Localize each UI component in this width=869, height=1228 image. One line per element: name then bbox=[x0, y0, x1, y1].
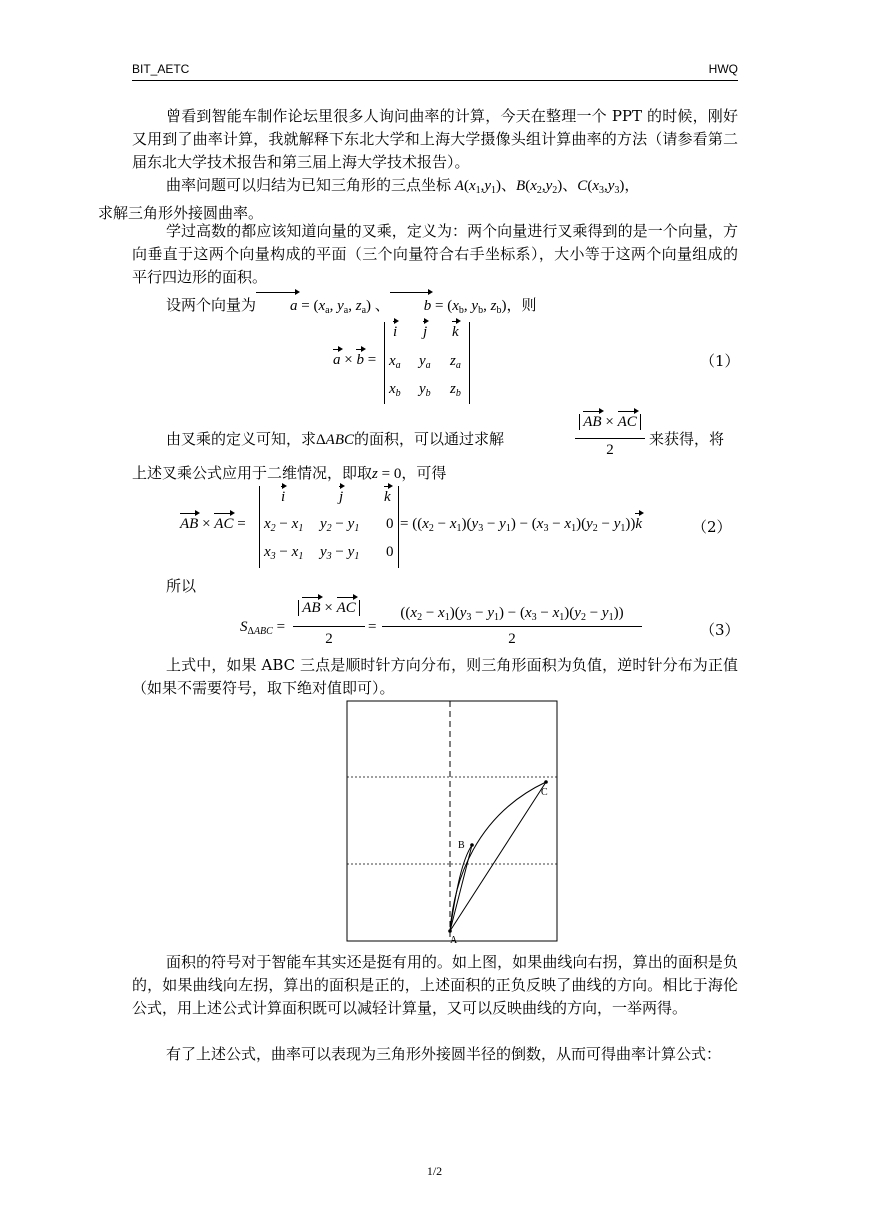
page-number: 1/2 bbox=[426, 1164, 443, 1178]
paragraph-area-text-4: 上述叉乘公式应用于二维情况，即取 bbox=[132, 464, 373, 482]
paragraph-problem-text: 曲率问题可以归结为已知三角形的三点坐标 bbox=[166, 176, 452, 194]
det1-yb: $y_b$ bbox=[419, 381, 431, 399]
area-fraction-numerator: AB × AC bbox=[575, 414, 645, 431]
det2-zero1: 0 bbox=[386, 516, 394, 532]
eq3-fraction1-denominator: 2 bbox=[325, 631, 333, 647]
eq3-equals: = bbox=[368, 619, 377, 635]
segment-ac bbox=[450, 782, 546, 931]
paragraph-problem-text-2: 求解三角形外接圆曲率。 bbox=[98, 204, 264, 222]
vectors-formula: $a = (x_a$, $y_a$, $z_a$) 、 $b = (x_b$, $y_b$, $z_b$) bbox=[256, 298, 506, 314]
equation-3-number: （3） bbox=[700, 621, 740, 639]
paragraph-vectors-then: ，则 bbox=[506, 296, 537, 314]
eq3-fraction2-numerator: $((x_2 - x_1)(y_3 - y_1) - (x_3 - x_1)(y_2 - y_1))$ bbox=[400, 605, 624, 623]
label-c: C bbox=[541, 787, 548, 798]
paragraph-problem bbox=[98, 174, 738, 225]
equation-2-rhs: = $((x_2 - x_1)(y_3 - y_1) - (x_3 - x_1)(y_2 - y_1))k$ bbox=[400, 516, 643, 534]
paragraph-area-text-1: 由叉乘的定义可知，求 bbox=[166, 430, 317, 448]
segment-ab bbox=[450, 845, 472, 931]
det2-i: i bbox=[281, 489, 286, 505]
det2-zero2: 0 bbox=[386, 544, 394, 560]
paragraph-intro: 曾看到智能车制作论坛里很多人询问曲率的计算，今天在整理一个 PPT 的时候，刚好又用到了曲率计算，我就解释下东北大学和上海大学摄像头组计算曲率的方法（请参看第二届东北大学技术报告和第三届上海大学技术报告）。 bbox=[132, 107, 738, 171]
z-zero: z = 0 bbox=[372, 466, 402, 482]
det1-j: j bbox=[423, 324, 428, 340]
points-formula: $A(x_1,y_1)$、$B(x_2,y_2)$、$C(x_3,y_3)$， bbox=[454, 178, 640, 196]
det1-k: k bbox=[452, 324, 459, 340]
paragraph-orientation: 上式中，如果 ABC 三点是顺时针方向分布，则三角形面积为负值，逆时针分布为正值（如果不需要符号，取下绝对值即可）。 bbox=[132, 656, 738, 697]
equation-1-number: （1） bbox=[700, 352, 740, 370]
paragraph-cross-product: 学过高数的都应该知道向量的叉乘，定义为：两个向量进行叉乘得到的是一个向量，方向垂直于这两个向量构成的平面（三个向量符合右手坐标系），大小等于这两个向量组成的平行四边形的面积。 bbox=[132, 222, 738, 286]
paragraph-area-text-3: 来获得，将 bbox=[649, 430, 725, 448]
label-b: B bbox=[458, 840, 465, 851]
point-a bbox=[448, 929, 452, 933]
area-fraction-denominator: 2 bbox=[606, 442, 614, 458]
det2-j: j bbox=[339, 489, 344, 505]
header-left: BIT_AETC bbox=[132, 62, 190, 76]
label-a: A bbox=[450, 935, 458, 944]
eq3-fraction2-bar bbox=[382, 626, 642, 627]
eq3-fraction1-bar bbox=[293, 626, 365, 627]
det1-xa: $x_a$ bbox=[389, 353, 401, 371]
point-c bbox=[544, 780, 548, 784]
det1-i: i bbox=[393, 324, 398, 340]
header-rule bbox=[132, 80, 738, 81]
det1-zb: $z_b$ bbox=[450, 381, 461, 399]
paragraph-area-text-5: ，可得 bbox=[401, 464, 447, 482]
det1-xb: $x_b$ bbox=[389, 381, 401, 399]
triangle-symbol: ΔABC bbox=[316, 432, 355, 448]
equation-3-lhs: $S_{\Delta ABC}$ = bbox=[240, 619, 286, 637]
paragraph-area-text-2: 的面积，可以通过求解 bbox=[354, 430, 505, 448]
point-b bbox=[470, 843, 474, 847]
det2-k: k bbox=[384, 489, 391, 505]
det1-ya: $y_a$ bbox=[419, 353, 431, 371]
header-right: HWQ bbox=[708, 62, 738, 76]
equation-2-lhs: AB × AC = bbox=[180, 516, 246, 532]
det2-x2x1: $x_2 - x_1$ bbox=[264, 516, 304, 534]
det1-za: $z_a$ bbox=[450, 353, 461, 371]
area-fraction-bar bbox=[575, 438, 645, 439]
paragraph-vectors-text: 设两个向量为 bbox=[166, 296, 257, 314]
figure-frame bbox=[347, 701, 557, 941]
paragraph-therefore: 所以 bbox=[166, 577, 197, 595]
eq3-fraction2-denominator: 2 bbox=[508, 631, 516, 647]
paragraph-sign-usage: 面积的符号对于智能车其实还是挺有用的。如上图，如果曲线向右拐，算出的面积是负的，如果曲线向左拐，算出的面积是正的，上述面积的正负反映了曲线的方向。相比于海伦公式，用上述公式计算面积既可以减轻计算量，又可以反映曲线的方向，一举两得。 bbox=[132, 953, 738, 1017]
paragraph-curvature: 有了上述公式，曲率可以表现为三角形外接圆半径的倒数，从而可得曲率计算公式： bbox=[166, 1045, 722, 1063]
det2-x3x1: $x_3 - x_1$ bbox=[264, 544, 304, 562]
det2-y2y1: $y_2 - y_1$ bbox=[320, 516, 360, 534]
equation-1-lhs: a × b = bbox=[333, 352, 377, 368]
curve-figure bbox=[346, 700, 558, 944]
equation-2-number: （2） bbox=[692, 518, 732, 536]
eq3-fraction1-numerator: AB × AC bbox=[293, 600, 365, 617]
paragraph-vectors bbox=[132, 294, 738, 322]
det2-y3y1: $y_3 - y_1$ bbox=[320, 544, 360, 562]
paragraph-area-line2 bbox=[132, 462, 738, 486]
